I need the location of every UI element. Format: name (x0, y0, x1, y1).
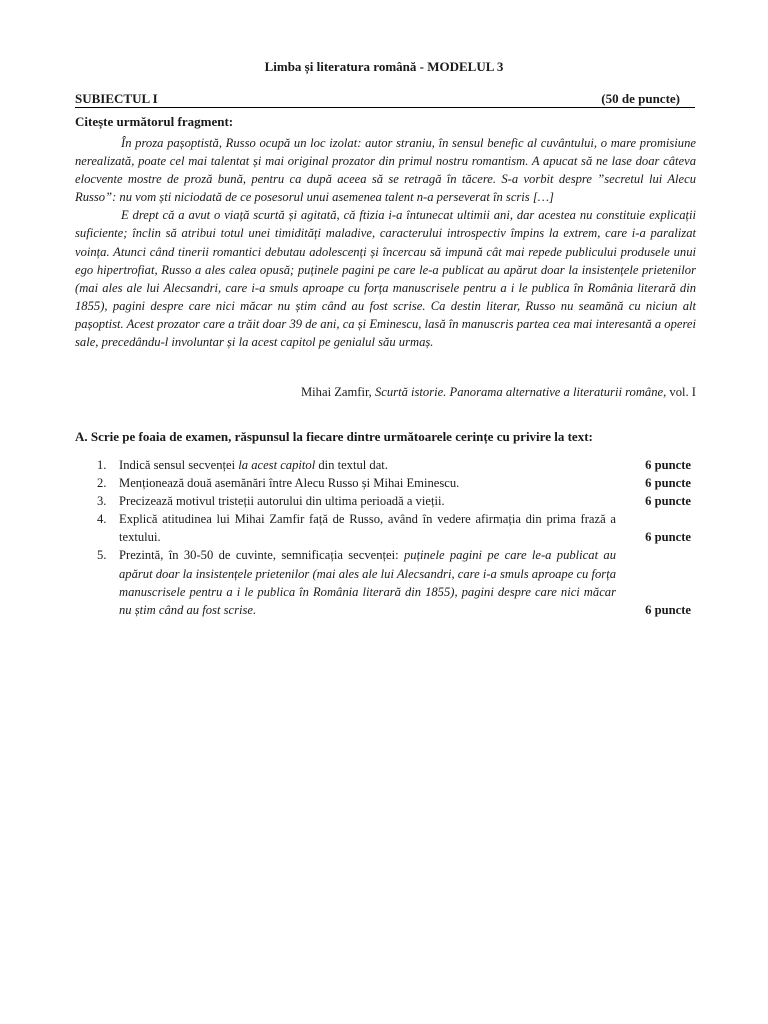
source-volume: , vol. I (663, 385, 696, 399)
task-number: 1. (97, 458, 107, 472)
task-text (119, 546, 696, 618)
task-points: 6 puncte (645, 458, 691, 472)
source-author: Mihai Zamfir, (300, 385, 375, 399)
task-text-italic: puținele pagini pe care le-a publicat au apărut doar la insistențele prietenilor (mai ales ale lui Alecsandri, care i-a smuls aproape cu forța manuscrisele pentru a i le publica în România literară din 1855), pagini despre care nici măcar nu știm când au fost scrise. (119, 548, 617, 617)
task-item-4 (75, 510, 696, 546)
task-text: Precizează motivul tristeții autorului din ultima perioadă a vieții. (119, 494, 445, 509)
task-points: 6 puncte (645, 530, 691, 545)
task-item-1 (75, 456, 696, 474)
task-text-part: din textul dat. (315, 458, 388, 472)
task-number: 2. (97, 476, 107, 491)
task-text: Explică atitudinea lui Mihai Zamfir față de Russo, având în vedere afirmația din prima frază a textului. (119, 512, 616, 545)
fragment-paragraph-1: În proza pașoptistă, Russo ocupă un loc izolat: autor straniu, în sensul benefic al cuvântului, o mare promisiune nerealizată, poate cel mai talentat și mai original prozator din primul nostru romantism. A apucat să ne lase doar câteva elocvente mostre de proză bună, pentru ca după aceea să se retragă în tăcere. S-a vorbit despre ”secretul lui Alecu Russo”: nu vom ști niciodată de ce posesorul unui asemenea talent n-a perseverat în scris […] (75, 136, 696, 205)
subject-points: (50 de puncte) (601, 91, 680, 106)
task-item-2 (75, 474, 696, 492)
task-item-3 (75, 492, 696, 510)
subject-header (75, 91, 695, 108)
task-number: 3. (97, 494, 107, 509)
read-prompt: Citește următorul fragment: (75, 114, 234, 129)
fragment-paragraph-2: E drept că a avut o viață scurtă și agitată, că ftizia i-a întunecat ultimii ani, dar acestea nu constituie explicații suficiente; înclin să atribui totul unei timidități maladive, caracterului introspectiv împins la extrem, care i-a paralizat voința. Atunci când tinerii romantici debutau adolescenți și încercau să impună cât mai repede publicului produsele unui ego hipertrofiat, Russo a ales calea opusă; puținele pagini pe care le-a publicat au apărut doar la insistențele prietenilor (mai ales ale lui Alecsandri, care i-a smuls aproape cu forța manuscrisele pentru a i le publica în România literară din 1855), pagini despre care nici măcar nu știm când au fost scrise. Ca destin literar, Russo nu seamănă cu niciun alt pașoptist. Acest prozator care a trăit doar 39 de ani, ca și Eminescu, lasă în manuscris partea cea mai interesantă a operei sale, precedându-l involuntar și la acest capitol pe genialul său urmaș. (75, 208, 696, 350)
task-list (75, 456, 696, 619)
task-number: 5. (97, 548, 107, 563)
task-text-part: Prezintă, în 30-50 de cuvinte, semnificația secvenței: (119, 548, 404, 563)
fragment-source (75, 383, 696, 401)
task-points: 6 puncte (645, 602, 691, 617)
text-fragment (75, 134, 696, 351)
source-title: Scurtă istorie. Panorama alternative a literaturii române (374, 385, 664, 399)
task-points: 6 puncte (645, 494, 691, 509)
task-text-italic: la acest capitol (238, 458, 316, 472)
subject-label: SUBIECTUL I (75, 91, 158, 106)
task-text-part: Indică sensul secvenței (119, 458, 239, 472)
section-a-heading: A. Scrie pe foaia de examen, răspunsul la fiecare dintre următoarele cerințe cu privire la text: (75, 429, 593, 444)
task-text: Menționează două asemănări între Alecu Russo și Mihai Eminescu. (119, 476, 460, 491)
task-item-5 (75, 546, 696, 618)
page-title: Limba și literatura română - MODELUL 3 (264, 59, 504, 74)
task-points: 6 puncte (645, 476, 691, 491)
task-text (119, 456, 696, 474)
task-number: 4. (97, 512, 107, 527)
